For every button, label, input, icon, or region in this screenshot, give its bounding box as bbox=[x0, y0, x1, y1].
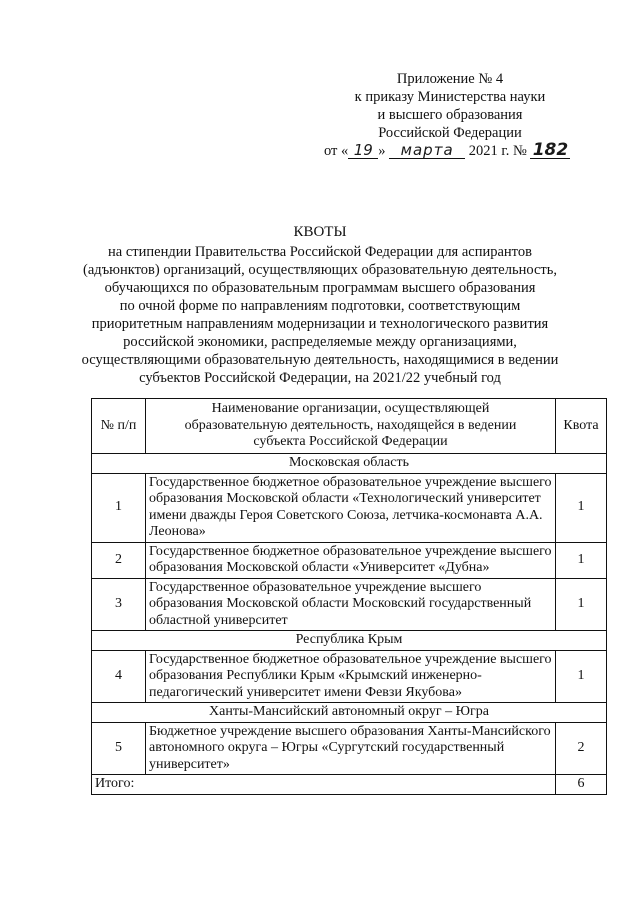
row-number: 5 bbox=[92, 722, 146, 775]
quota-table bbox=[91, 398, 607, 795]
total-value: 6 bbox=[556, 775, 607, 795]
quota-value: 1 bbox=[556, 650, 607, 703]
quota-value: 1 bbox=[556, 578, 607, 631]
table-row bbox=[92, 650, 607, 703]
table-header-row bbox=[92, 399, 607, 454]
title-line: по очной форме по направлениям подготовки, соответствующим bbox=[119, 298, 521, 314]
handwritten-order-number: 182 bbox=[530, 142, 570, 159]
region-row bbox=[92, 703, 607, 723]
title-line: приоритетным направлениям модернизации и технологического развития bbox=[91, 316, 549, 332]
date-prefix: от « bbox=[324, 143, 349, 159]
table-row bbox=[92, 722, 607, 775]
appendix-header bbox=[300, 70, 600, 160]
total-row bbox=[92, 775, 607, 795]
federation-line: Российской Федерации bbox=[378, 125, 522, 141]
title-line: (адъюнктов) организаций, осуществляющих образовательную деятельность, bbox=[83, 262, 557, 278]
header-num: № п/п bbox=[92, 399, 146, 454]
table-row bbox=[92, 473, 607, 542]
quota-value: 1 bbox=[556, 473, 607, 542]
region-row bbox=[92, 631, 607, 651]
region-row bbox=[92, 454, 607, 474]
handwritten-day: 19 bbox=[348, 142, 378, 159]
organization-name: Государственное бюджетное образовательное учреждение высшего образования Республики Крым «Крымский инженерно-педагогический университет имени Февзи Якубова» bbox=[146, 650, 556, 703]
title-line: российской экономики, распределяемые между организациями, bbox=[123, 334, 517, 350]
row-number: 3 bbox=[92, 578, 146, 631]
handwritten-month: марта bbox=[389, 142, 465, 159]
region-name: Московская область bbox=[92, 454, 607, 474]
title-line: на стипендии Правительства Российской Федерации для аспирантов bbox=[108, 244, 532, 260]
appendix-number: Приложение № 4 bbox=[396, 71, 504, 87]
header-organization: Наименование организации, осуществляющей образовательную деятельность, находящейся в ведении субъекта Российской Федерации bbox=[146, 399, 556, 454]
year-and-number-label: 2021 г. № bbox=[468, 143, 527, 159]
title-line: субъектов Российской Федерации, на 2021/22 учебный год bbox=[139, 370, 501, 386]
organization-name: Бюджетное учреждение высшего образования Ханты-Мансийского автономного округа – Югры «Сургутский государственный университет» bbox=[146, 722, 556, 775]
title-line: обучающихся по образовательным программам высшего образования bbox=[104, 280, 536, 296]
header-quota: Квота bbox=[556, 399, 607, 454]
order-reference: к приказу Министерства науки bbox=[354, 89, 546, 105]
quota-value: 1 bbox=[556, 542, 607, 578]
organization-name: Государственное образовательное учреждение высшего образования Московской области Московский государственный областной университет bbox=[146, 578, 556, 631]
document-title bbox=[70, 223, 570, 387]
ministry-name-line: и высшего образования bbox=[377, 107, 523, 123]
date-close-quote: » bbox=[378, 143, 386, 159]
table-row bbox=[92, 542, 607, 578]
order-date-line bbox=[324, 142, 600, 160]
total-label: Итого: bbox=[92, 775, 556, 795]
quota-value: 2 bbox=[556, 722, 607, 775]
row-number: 1 bbox=[92, 473, 146, 542]
row-number: 2 bbox=[92, 542, 146, 578]
organization-name: Государственное бюджетное образовательное учреждение высшего образования Московской области «Университет «Дубна» bbox=[146, 542, 556, 578]
title-line: осуществляющими образовательную деятельность, находящимися в ведении bbox=[81, 352, 559, 368]
region-name: Ханты-Мансийский автономный округ – Югра bbox=[92, 703, 607, 723]
table-row bbox=[92, 578, 607, 631]
region-name: Республика Крым bbox=[92, 631, 607, 651]
row-number: 4 bbox=[92, 650, 146, 703]
title-heading: КВОТЫ bbox=[293, 224, 347, 240]
organization-name: Государственное бюджетное образовательное учреждение высшего образования Московской области «Технологический университет имени дважды Героя Советского Союза, летчика-космонавта А.А. Леонова» bbox=[146, 473, 556, 542]
